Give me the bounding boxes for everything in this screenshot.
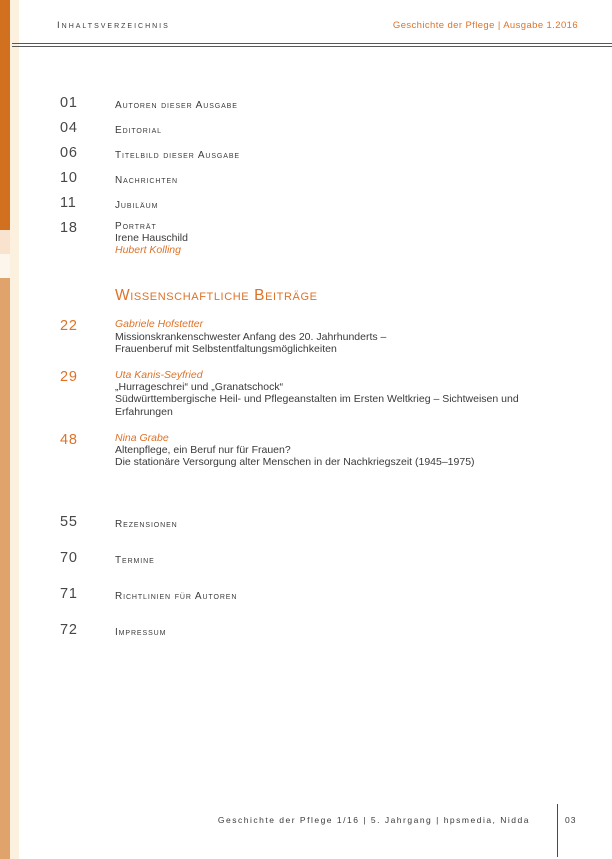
page-number: 10	[60, 170, 78, 186]
left-accent-bar-bottom	[0, 278, 10, 859]
toc-entry-rezensionen	[60, 515, 584, 530]
section-heading-wissenschaftliche-beitraege: Wissenschaftliche Beiträge	[115, 287, 318, 305]
page-number: 06	[60, 145, 78, 161]
page-number: 70	[60, 550, 78, 567]
page-number: 71	[60, 586, 78, 603]
entry-label: Porträt	[115, 221, 157, 232]
article-block	[115, 369, 519, 418]
article-author: Nina Grabe	[115, 431, 169, 444]
back-matter-list	[60, 515, 584, 638]
article-author: Gabriele Hofstetter	[115, 318, 204, 331]
toc-entry-article-29	[60, 369, 584, 418]
entry-label: Titelbild dieser Ausgabe	[115, 149, 240, 161]
toc-entry-nachrichten	[60, 171, 584, 186]
entry-label: Rezensionen	[115, 518, 178, 530]
portrait-author: Hubert Kolling	[115, 244, 181, 257]
entry-label: Impressum	[115, 626, 167, 638]
header-issue-label: Geschichte der Pflege | Ausgabe 1.2016	[392, 20, 578, 31]
article-title-line: Frauenberuf mit Selbstentfaltungsmöglichkeiten	[115, 342, 337, 355]
toc-entry-termine	[60, 551, 584, 566]
article-title-line: „Hurrageschrei“ und „Granatschock“	[115, 381, 284, 394]
article-author: Uta Kanis-Seyfried	[115, 369, 203, 382]
toc-entry-jubilaeum	[60, 196, 584, 211]
header-section-label: Inhaltsverzeichnis	[57, 20, 170, 31]
page-number: 22	[60, 318, 78, 335]
article-block	[115, 432, 475, 469]
entry-label: Richtlinien für Autoren	[115, 590, 238, 602]
left-accent-bar-paler	[0, 254, 10, 278]
toc-entry-autoren	[60, 96, 584, 111]
footer-divider-rule	[557, 804, 558, 857]
header-double-rule	[12, 43, 612, 47]
page-number: 72	[60, 622, 78, 639]
page-number: 55	[60, 514, 78, 531]
page-number: 01	[60, 95, 78, 111]
page-number: 18	[60, 220, 78, 236]
article-title-line: Missionskrankenschwester Anfang des 20. Jahrhunderts –	[115, 330, 387, 343]
toc-entry-portraet	[60, 221, 584, 256]
article-block	[115, 318, 386, 355]
article-title-line: Die stationäre Versorgung alter Menschen in der Nachkriegszeit (1945–1975)	[115, 456, 475, 469]
entry-label: Termine	[115, 554, 155, 566]
entry-label: Autoren dieser Ausgabe	[115, 99, 238, 111]
footer-page-number: 03	[565, 815, 577, 825]
toc-entry-editorial	[60, 121, 584, 136]
page-number: 11	[60, 195, 77, 211]
article-title-line: Südwürttembergische Heil- und Pflegeanstalten im Ersten Weltkrieg – Sichtweisen und	[115, 393, 519, 406]
toc-entry-richtlinien	[60, 587, 584, 602]
entry-label: Editorial	[115, 124, 162, 136]
toc-entry-article-22	[60, 318, 584, 355]
footer-imprint: Geschichte der Pflege 1/16 | 5. Jahrgang | hpsmedia, Nidda	[217, 815, 530, 825]
entry-label: Jubiläum	[115, 199, 159, 211]
toc-list	[60, 96, 584, 659]
left-accent-bar-top	[0, 0, 10, 230]
article-title-line: Erfahrungen	[115, 405, 173, 418]
page-number: 29	[60, 369, 78, 386]
toc-entry-impressum	[60, 623, 584, 638]
left-cream-stripe	[10, 0, 19, 859]
portrait-block	[115, 221, 188, 256]
page-number: 04	[60, 120, 78, 136]
portrait-subject: Irene Hauschild	[115, 232, 188, 244]
entry-label: Nachrichten	[115, 174, 179, 186]
page-number: 48	[60, 431, 78, 448]
left-accent-bar-pale	[0, 230, 10, 254]
article-title-line: Altenpflege, ein Beruf nur für Frauen?	[115, 444, 291, 457]
toc-entry-titelbild	[60, 146, 584, 161]
toc-entry-article-48	[60, 432, 584, 469]
